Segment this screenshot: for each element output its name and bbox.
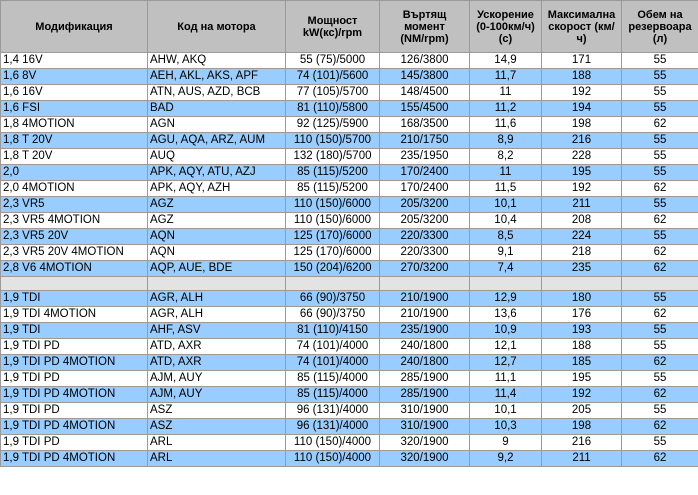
top-speed-cell: 195 (542, 371, 622, 387)
table-row (1, 149, 698, 165)
torque-cell: 285/1900 (380, 387, 470, 403)
engine-code-cell: ARL (148, 451, 286, 467)
power-cell: 150 (204)/6200 (286, 261, 380, 277)
tank-volume-cell: 55 (622, 133, 698, 149)
tank-volume-cell: 62 (622, 387, 698, 403)
torque-cell: 126/3800 (380, 53, 470, 69)
table-row (1, 419, 698, 435)
tank-volume-cell: 62 (622, 117, 698, 133)
top-speed-cell: 188 (542, 339, 622, 355)
top-speed-cell: 211 (542, 451, 622, 467)
top-speed-cell: 235 (542, 261, 622, 277)
acceleration-cell: 8,5 (470, 229, 542, 245)
header-torque: Въртящ момент (NM/rpm) (380, 1, 470, 53)
engine-code-cell: AGU, AQA, ARZ, AUM (148, 133, 286, 149)
torque-cell: 285/1900 (380, 371, 470, 387)
torque-cell: 145/3800 (380, 69, 470, 85)
top-speed-cell: 211 (542, 197, 622, 213)
modification-cell: 1,9 TDI 4MOTION (1, 307, 148, 323)
table-row (1, 451, 698, 467)
tank-volume-cell: 62 (622, 419, 698, 435)
torque-cell: 310/1900 (380, 403, 470, 419)
table-row (1, 85, 698, 101)
separator-cell (470, 277, 542, 291)
table-row (1, 229, 698, 245)
engine-code-cell: AGZ (148, 213, 286, 229)
power-cell: 110 (150)/6000 (286, 213, 380, 229)
acceleration-cell: 8,2 (470, 149, 542, 165)
engine-code-cell: AQP, AUE, BDE (148, 261, 286, 277)
engine-code-cell: AQN (148, 229, 286, 245)
separator-cell (622, 277, 698, 291)
table-row (1, 117, 698, 133)
modification-cell: 1,8 4MOTION (1, 117, 148, 133)
table-row (1, 101, 698, 117)
power-cell: 96 (131)/4000 (286, 419, 380, 435)
top-speed-cell: 185 (542, 355, 622, 371)
engine-code-cell: ATD, AXR (148, 339, 286, 355)
acceleration-cell: 10,9 (470, 323, 542, 339)
power-cell: 125 (170)/6000 (286, 229, 380, 245)
power-cell: 66 (90)/3750 (286, 307, 380, 323)
power-cell: 110 (150)/6000 (286, 197, 380, 213)
tank-volume-cell: 62 (622, 261, 698, 277)
top-speed-cell: 171 (542, 53, 622, 69)
modification-cell: 2,3 VR5 20V 4MOTION (1, 245, 148, 261)
top-speed-cell: 193 (542, 323, 622, 339)
torque-cell: 205/3200 (380, 197, 470, 213)
power-cell: 125 (170)/6000 (286, 245, 380, 261)
top-speed-cell: 192 (542, 387, 622, 403)
modification-cell: 2,3 VR5 20V (1, 229, 148, 245)
separator-cell (148, 277, 286, 291)
power-cell: 77 (105)/5700 (286, 85, 380, 101)
modification-cell: 2,8 V6 4MOTION (1, 261, 148, 277)
tank-volume-cell: 55 (622, 323, 698, 339)
modification-cell: 2,3 VR5 4MOTION (1, 213, 148, 229)
table-row (1, 307, 698, 323)
tank-volume-cell: 55 (622, 403, 698, 419)
acceleration-cell: 9,1 (470, 245, 542, 261)
engine-code-cell: AGR, ALH (148, 291, 286, 307)
top-speed-cell: 218 (542, 245, 622, 261)
power-cell: 110 (150)/5700 (286, 133, 380, 149)
engine-code-cell: ASZ (148, 419, 286, 435)
acceleration-cell: 11,7 (470, 69, 542, 85)
top-speed-cell: 192 (542, 85, 622, 101)
power-cell: 81 (110)/5800 (286, 101, 380, 117)
acceleration-cell: 7,4 (470, 261, 542, 277)
engine-code-cell: AEH, AKL, AKS, APF (148, 69, 286, 85)
top-speed-cell: 176 (542, 307, 622, 323)
tank-volume-cell: 55 (622, 229, 698, 245)
acceleration-cell: 10,3 (470, 419, 542, 435)
torque-cell: 235/1950 (380, 149, 470, 165)
acceleration-cell: 13,6 (470, 307, 542, 323)
modification-cell: 1,9 TDI (1, 323, 148, 339)
torque-cell: 320/1900 (380, 451, 470, 467)
modification-cell: 1,6 8V (1, 69, 148, 85)
separator-cell (286, 277, 380, 291)
engine-code-cell: ATN, AUS, AZD, BCB (148, 85, 286, 101)
header-tank-volume: Обем на резервоара (л) (622, 1, 698, 53)
torque-cell: 210/1900 (380, 307, 470, 323)
modification-cell: 2,0 4MOTION (1, 181, 148, 197)
acceleration-cell: 10,1 (470, 403, 542, 419)
table-row (1, 291, 698, 307)
acceleration-cell: 11 (470, 85, 542, 101)
tank-volume-cell: 55 (622, 339, 698, 355)
engine-code-cell: ATD, AXR (148, 355, 286, 371)
header-modification: Модификация (1, 1, 148, 53)
modification-cell: 1,6 FSI (1, 101, 148, 117)
modification-cell: 1,9 TDI PD 4MOTION (1, 419, 148, 435)
table-row (1, 261, 698, 277)
power-cell: 74 (101)/4000 (286, 355, 380, 371)
torque-cell: 170/2400 (380, 165, 470, 181)
acceleration-cell: 12,1 (470, 339, 542, 355)
torque-cell: 310/1900 (380, 419, 470, 435)
tank-volume-cell: 62 (622, 451, 698, 467)
power-cell: 85 (115)/5200 (286, 165, 380, 181)
engine-code-cell: AJM, AUY (148, 371, 286, 387)
engine-code-cell: AUQ (148, 149, 286, 165)
modification-cell: 1,6 16V (1, 85, 148, 101)
torque-cell: 320/1900 (380, 435, 470, 451)
engine-code-cell: ASZ (148, 403, 286, 419)
acceleration-cell: 10,1 (470, 197, 542, 213)
table-row (1, 133, 698, 149)
modification-cell: 1,9 TDI PD 4MOTION (1, 387, 148, 403)
engine-code-cell: AGR, ALH (148, 307, 286, 323)
top-speed-cell: 188 (542, 69, 622, 85)
power-cell: 55 (75)/5000 (286, 53, 380, 69)
acceleration-cell: 8,9 (470, 133, 542, 149)
top-speed-cell: 216 (542, 435, 622, 451)
top-speed-cell: 224 (542, 229, 622, 245)
table-row (1, 181, 698, 197)
torque-cell: 205/3200 (380, 213, 470, 229)
acceleration-cell: 12,9 (470, 291, 542, 307)
separator-cell (542, 277, 622, 291)
top-speed-cell: 192 (542, 181, 622, 197)
modification-cell: 1,8 T 20V (1, 149, 148, 165)
header-power: Мощност kW(кс)/rpm (286, 1, 380, 53)
header-row (1, 1, 698, 53)
table-row (1, 435, 698, 451)
acceleration-cell: 10,4 (470, 213, 542, 229)
tank-volume-cell: 55 (622, 101, 698, 117)
power-cell: 74 (101)/4000 (286, 339, 380, 355)
power-cell: 85 (115)/5200 (286, 181, 380, 197)
modification-cell: 1,9 TDI PD (1, 403, 148, 419)
table-body (1, 53, 698, 467)
torque-cell: 240/1800 (380, 339, 470, 355)
torque-cell: 210/1750 (380, 133, 470, 149)
tank-volume-cell: 55 (622, 69, 698, 85)
torque-cell: 270/3200 (380, 261, 470, 277)
acceleration-cell: 11,2 (470, 101, 542, 117)
modification-cell: 1,9 TDI PD 4MOTION (1, 355, 148, 371)
torque-cell: 155/4500 (380, 101, 470, 117)
acceleration-cell: 14,9 (470, 53, 542, 69)
header-acceleration: Ускорение (0-100км/ч) (с) (470, 1, 542, 53)
tank-volume-cell: 55 (622, 291, 698, 307)
power-cell: 92 (125)/5900 (286, 117, 380, 133)
power-cell: 81 (110)/4150 (286, 323, 380, 339)
modification-cell: 1,8 T 20V (1, 133, 148, 149)
tank-volume-cell: 62 (622, 213, 698, 229)
top-speed-cell: 216 (542, 133, 622, 149)
table-row (1, 165, 698, 181)
header-top-speed: Максимална скорост (км/ч) (542, 1, 622, 53)
modification-cell: 2,0 (1, 165, 148, 181)
tank-volume-cell: 62 (622, 355, 698, 371)
table-row (1, 69, 698, 85)
modification-cell: 1,4 16V (1, 53, 148, 69)
modification-cell: 1,9 TDI PD 4MOTION (1, 451, 148, 467)
power-cell: 74 (101)/5600 (286, 69, 380, 85)
acceleration-cell: 11,1 (470, 371, 542, 387)
engine-code-cell: ARL (148, 435, 286, 451)
top-speed-cell: 198 (542, 419, 622, 435)
torque-cell: 240/1800 (380, 355, 470, 371)
power-cell: 110 (150)/4000 (286, 435, 380, 451)
tank-volume-cell: 55 (622, 165, 698, 181)
torque-cell: 235/1900 (380, 323, 470, 339)
power-cell: 85 (115)/4000 (286, 371, 380, 387)
torque-cell: 148/4500 (380, 85, 470, 101)
acceleration-cell: 11 (470, 165, 542, 181)
tank-volume-cell: 55 (622, 149, 698, 165)
torque-cell: 210/1900 (380, 291, 470, 307)
top-speed-cell: 205 (542, 403, 622, 419)
acceleration-cell: 12,7 (470, 355, 542, 371)
table-row (1, 213, 698, 229)
separator-cell (1, 277, 148, 291)
top-speed-cell: 194 (542, 101, 622, 117)
table-row (1, 53, 698, 69)
separator-cell (380, 277, 470, 291)
torque-cell: 220/3300 (380, 245, 470, 261)
tank-volume-cell: 55 (622, 435, 698, 451)
tank-volume-cell: 62 (622, 181, 698, 197)
engine-code-cell: AQN (148, 245, 286, 261)
power-cell: 110 (150)/4000 (286, 451, 380, 467)
table-row (1, 355, 698, 371)
table-row (1, 403, 698, 419)
torque-cell: 220/3300 (380, 229, 470, 245)
table-row (1, 197, 698, 213)
power-cell: 132 (180)/5700 (286, 149, 380, 165)
table-row (1, 245, 698, 261)
top-speed-cell: 228 (542, 149, 622, 165)
section-separator-row (1, 277, 698, 291)
engine-code-cell: APK, AQY, AZH (148, 181, 286, 197)
top-speed-cell: 180 (542, 291, 622, 307)
torque-cell: 170/2400 (380, 181, 470, 197)
top-speed-cell: 198 (542, 117, 622, 133)
torque-cell: 168/3500 (380, 117, 470, 133)
acceleration-cell: 9,2 (470, 451, 542, 467)
table-row (1, 323, 698, 339)
tank-volume-cell: 55 (622, 53, 698, 69)
engine-code-cell: APK, AQY, ATU, AZJ (148, 165, 286, 181)
table-row (1, 339, 698, 355)
power-cell: 66 (90)/3750 (286, 291, 380, 307)
modification-cell: 1,9 TDI PD (1, 371, 148, 387)
tank-volume-cell: 55 (622, 197, 698, 213)
power-cell: 96 (131)/4000 (286, 403, 380, 419)
engine-code-cell: AHF, ASV (148, 323, 286, 339)
acceleration-cell: 11,6 (470, 117, 542, 133)
modification-cell: 2,3 VR5 (1, 197, 148, 213)
tank-volume-cell: 62 (622, 307, 698, 323)
engine-code-cell: AGZ (148, 197, 286, 213)
tank-volume-cell: 55 (622, 85, 698, 101)
engine-code-cell: AHW, AKQ (148, 53, 286, 69)
modification-cell: 1,9 TDI PD (1, 339, 148, 355)
header-engine-code: Код на мотора (148, 1, 286, 53)
table-row (1, 387, 698, 403)
acceleration-cell: 9 (470, 435, 542, 451)
acceleration-cell: 11,4 (470, 387, 542, 403)
modification-cell: 1,9 TDI (1, 291, 148, 307)
modification-cell: 1,9 TDI PD (1, 435, 148, 451)
engine-code-cell: AGN (148, 117, 286, 133)
tank-volume-cell: 62 (622, 245, 698, 261)
acceleration-cell: 11,5 (470, 181, 542, 197)
top-speed-cell: 208 (542, 213, 622, 229)
engine-code-cell: AJM, AUY (148, 387, 286, 403)
power-cell: 85 (115)/4000 (286, 387, 380, 403)
table-row (1, 371, 698, 387)
engine-code-cell: BAD (148, 101, 286, 117)
tank-volume-cell: 55 (622, 371, 698, 387)
top-speed-cell: 195 (542, 165, 622, 181)
